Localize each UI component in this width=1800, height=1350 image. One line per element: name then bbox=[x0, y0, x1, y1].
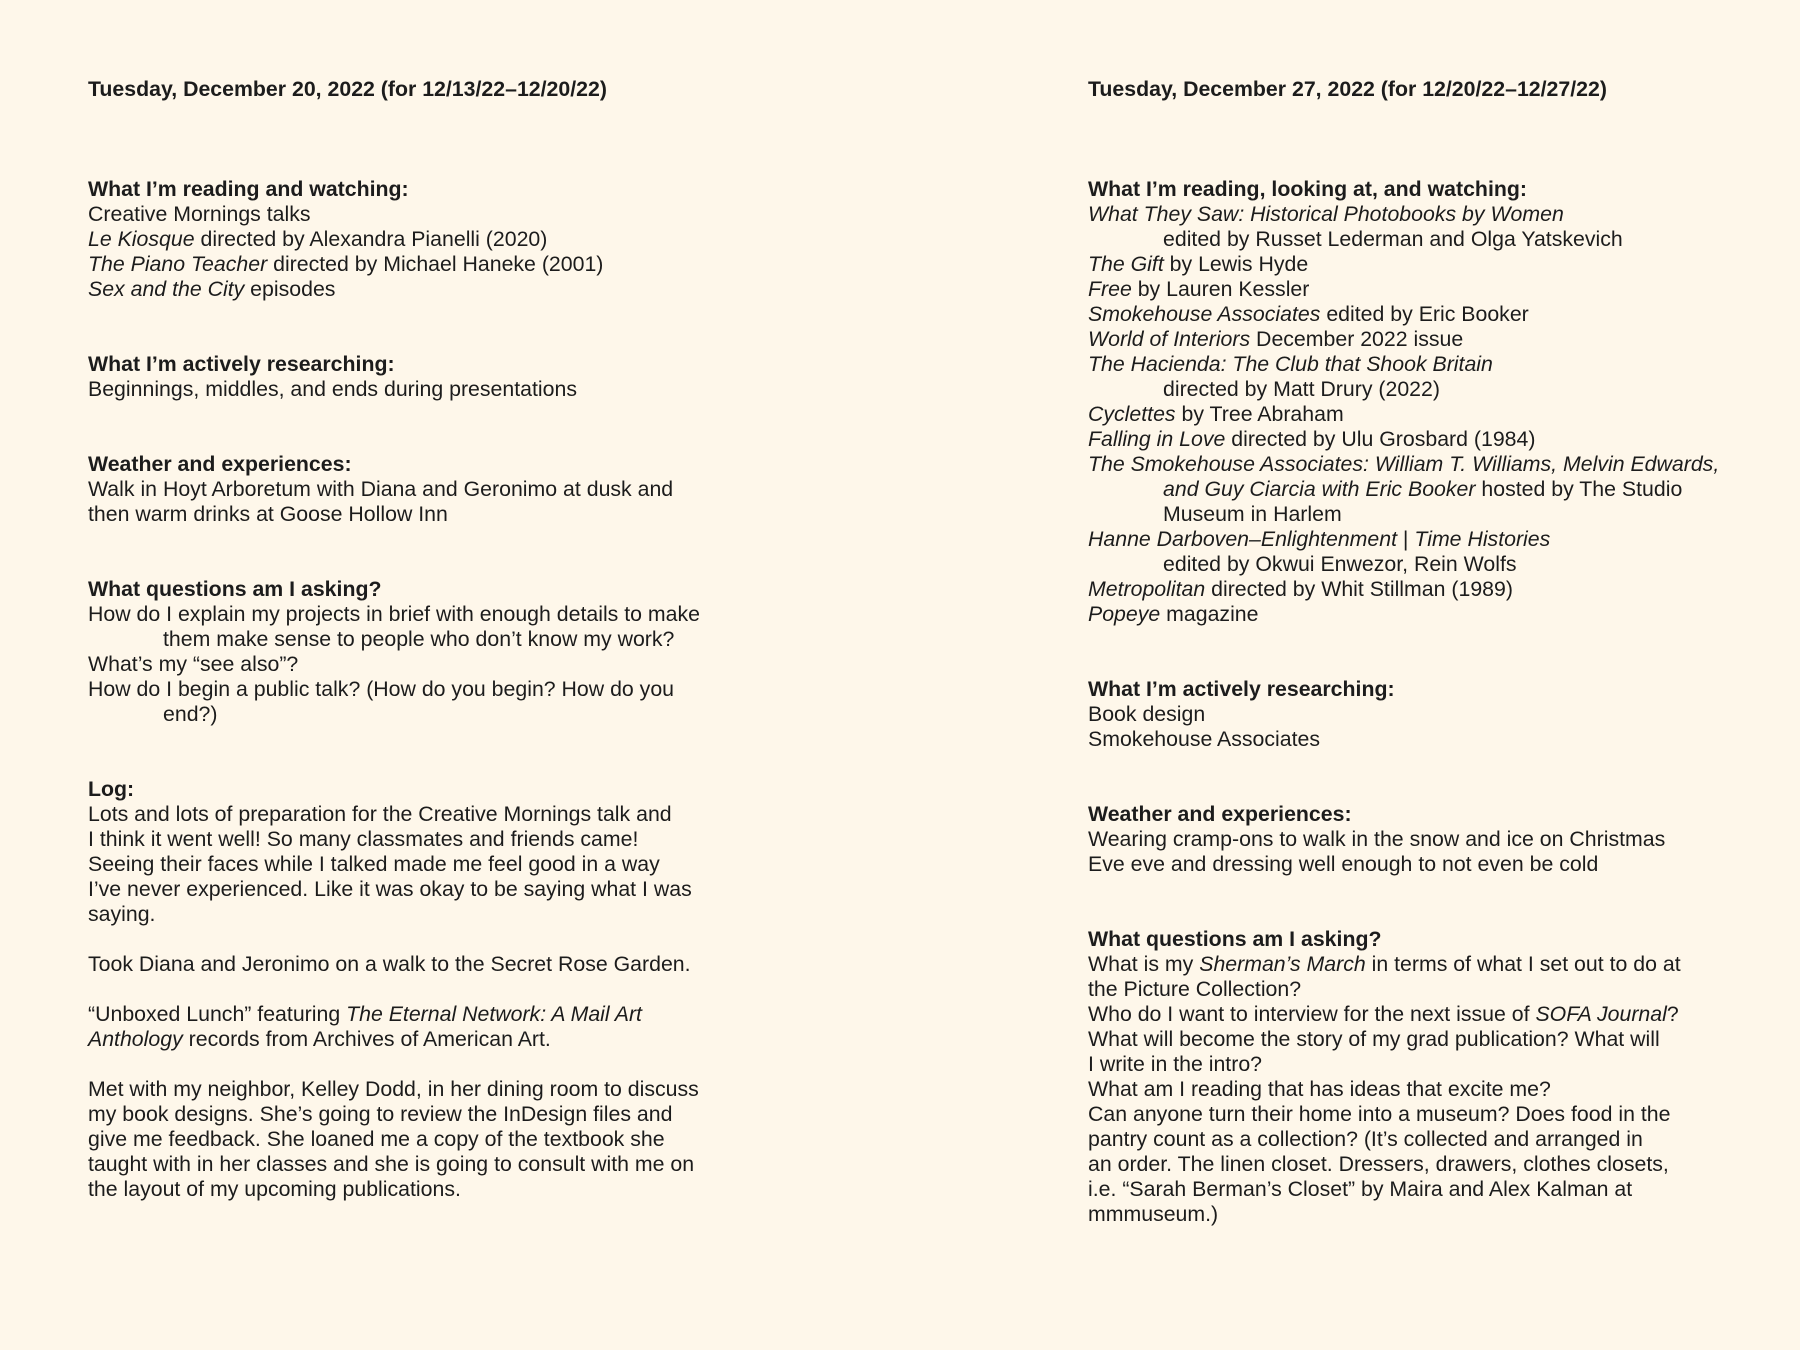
text-segment: How do I explain my projects in brief with enough details to make bbox=[88, 602, 701, 626]
text-line bbox=[1088, 1177, 1778, 1202]
section-heading: Weather and experiences: bbox=[88, 452, 352, 476]
section-heading: What I’m reading, looking at, and watching: bbox=[1088, 177, 1527, 201]
text-line bbox=[1088, 402, 1778, 427]
text-line bbox=[1088, 452, 1778, 477]
text-line bbox=[88, 252, 778, 277]
journal-section bbox=[1088, 177, 1778, 627]
text-line bbox=[1088, 252, 1778, 277]
journal-section bbox=[1088, 677, 1778, 752]
section-heading: What questions am I asking? bbox=[1088, 927, 1382, 951]
text-segment: by Tree Abraham bbox=[1175, 402, 1344, 426]
text-segment: What is my bbox=[1088, 952, 1200, 976]
section-heading: What questions am I asking? bbox=[88, 577, 382, 601]
text-line bbox=[88, 877, 778, 902]
text-segment: pantry count as a collection? (It’s collected and arranged in bbox=[1088, 1127, 1643, 1151]
text-segment: What’s my “see also”? bbox=[88, 652, 299, 676]
text-segment: Wearing cramp-ons to walk in the snow and ice on Christmas bbox=[1088, 827, 1666, 851]
log-paragraph bbox=[88, 1077, 778, 1202]
text-line bbox=[1088, 952, 1778, 977]
title-italic: Sex and the City bbox=[88, 277, 245, 301]
text-segment: Met with my neighbor, Kelley Dodd, in her dining room to discuss bbox=[88, 1077, 699, 1101]
text-line bbox=[1088, 977, 1778, 1002]
text-segment: edited by Okwui Enwezor, Rein Wolfs bbox=[1163, 552, 1517, 576]
log-paragraph bbox=[88, 802, 778, 927]
text-line bbox=[1088, 602, 1778, 627]
text-segment: i.e. “Sarah Berman’s Closet” by Maira and Alex Kalman at bbox=[1088, 1177, 1633, 1201]
text-segment: end?) bbox=[163, 702, 218, 726]
log-heading: Log: bbox=[88, 777, 135, 801]
text-line bbox=[1088, 227, 1778, 252]
text-line bbox=[88, 1152, 778, 1177]
text-line bbox=[88, 277, 778, 302]
title-italic: Hanne Darboven–Enlightenment bbox=[1088, 527, 1398, 551]
text-line bbox=[88, 627, 778, 652]
text-line bbox=[88, 1177, 778, 1202]
text-line bbox=[1088, 1002, 1778, 1027]
title-italic: Free bbox=[1088, 277, 1132, 301]
text-line bbox=[1088, 702, 1778, 727]
text-line bbox=[1088, 502, 1778, 527]
text-segment: directed by Michael Haneke (2001) bbox=[267, 252, 604, 276]
text-line bbox=[88, 227, 778, 252]
text-segment: then warm drinks at Goose Hollow Inn bbox=[88, 502, 448, 526]
text-line bbox=[88, 902, 778, 927]
right-sections bbox=[1088, 177, 1778, 1227]
right-page bbox=[1088, 77, 1778, 1277]
text-line bbox=[88, 827, 778, 852]
text-line bbox=[88, 377, 778, 402]
text-line bbox=[1088, 1152, 1778, 1177]
text-line bbox=[1088, 552, 1778, 577]
title-italic: Cyclettes bbox=[1088, 402, 1176, 426]
text-segment: Took Diana and Jeronimo on a walk to the Secret Rose Garden. bbox=[88, 952, 691, 976]
title-italic: What They Saw: Historical Photobooks by Women bbox=[1088, 202, 1564, 226]
text-line bbox=[1088, 327, 1778, 352]
text-segment: by Lewis Hyde bbox=[1163, 252, 1309, 276]
text-segment: Walk in Hoyt Arboretum with Diana and Geronimo at dusk and bbox=[88, 477, 674, 501]
section-heading: What I’m actively researching: bbox=[1088, 677, 1395, 701]
text-segment: mmmuseum.) bbox=[1088, 1202, 1219, 1226]
text-line bbox=[1088, 377, 1778, 402]
text-segment: Book design bbox=[1088, 702, 1206, 726]
journal-section bbox=[88, 177, 778, 302]
text-segment: records from Archives of American Art. bbox=[182, 1027, 551, 1051]
text-line bbox=[1088, 1077, 1778, 1102]
log-section bbox=[88, 777, 778, 1202]
text-segment: taught with in her classes and she is going to consult with me on bbox=[88, 1152, 695, 1176]
text-segment: I’ve never experienced. Like it was okay to be saying what I was bbox=[88, 877, 692, 901]
text-segment: Eve eve and dressing well enough to not even be cold bbox=[1088, 852, 1599, 876]
text-line bbox=[88, 802, 778, 827]
text-segment: Smokehouse Associates bbox=[1088, 727, 1321, 751]
title-italic: Sherman’s March bbox=[1199, 952, 1366, 976]
text-segment: How do I begin a public talk? (How do you begin? How do you bbox=[88, 677, 675, 701]
text-segment: Beginnings, middles, and ends during presentations bbox=[88, 377, 577, 401]
text-line bbox=[1088, 827, 1778, 852]
log-paragraph bbox=[88, 1002, 778, 1052]
text-segment: December 2022 issue bbox=[1250, 327, 1464, 351]
text-segment: edited by Eric Booker bbox=[1320, 302, 1529, 326]
text-line bbox=[1088, 577, 1778, 602]
text-line bbox=[1088, 527, 1778, 552]
text-line bbox=[88, 652, 778, 677]
section-heading: What I’m actively researching: bbox=[88, 352, 395, 376]
text-segment: in terms of what I set out to do at bbox=[1365, 952, 1681, 976]
text-segment: edited by Russet Lederman and Olga Yatskevich bbox=[1163, 227, 1623, 251]
text-line bbox=[88, 202, 778, 227]
text-segment: saying. bbox=[88, 902, 156, 926]
text-line bbox=[88, 1102, 778, 1127]
text-segment: I write in the intro? bbox=[1088, 1052, 1263, 1076]
text-line bbox=[1088, 202, 1778, 227]
journal-section bbox=[1088, 927, 1778, 1227]
journal-section bbox=[88, 352, 778, 402]
title-italic: Falling in Love bbox=[1088, 427, 1226, 451]
title-italic: Time Histories bbox=[1414, 527, 1551, 551]
title-italic: Metropolitan bbox=[1088, 577, 1206, 601]
text-segment: magazine bbox=[1160, 602, 1259, 626]
title-italic: and Guy Ciarcia with Eric Booker bbox=[1163, 477, 1476, 501]
log-paragraph bbox=[88, 952, 778, 977]
text-segment: Can anyone turn their home into a museum? Does food in the bbox=[1088, 1102, 1671, 1126]
title-italic: SOFA Journal bbox=[1535, 1002, 1667, 1026]
text-segment: I think it went well! So many classmates and friends came! bbox=[88, 827, 639, 851]
title-italic: The Piano Teacher bbox=[88, 252, 268, 276]
text-line bbox=[88, 1027, 778, 1052]
text-segment: my book designs. She’s going to review the InDesign files and bbox=[88, 1102, 673, 1126]
text-line bbox=[1088, 477, 1778, 502]
title-italic: The Smokehouse Associates: William T. Williams, Melvin Edwards, bbox=[1088, 452, 1720, 476]
text-segment: the Picture Collection? bbox=[1088, 977, 1302, 1001]
text-segment: hosted by The Studio bbox=[1475, 477, 1683, 501]
text-segment: directed by Matt Drury (2022) bbox=[1163, 377, 1440, 401]
text-line bbox=[1088, 427, 1778, 452]
text-segment: “Unboxed Lunch” featuring bbox=[88, 1002, 347, 1026]
text-segment: directed by Whit Stillman (1989) bbox=[1205, 577, 1513, 601]
text-segment: by Lauren Kessler bbox=[1131, 277, 1310, 301]
left-page bbox=[88, 77, 778, 1252]
text-line bbox=[1088, 1027, 1778, 1052]
title-italic: Popeye bbox=[1088, 602, 1161, 626]
text-line bbox=[1088, 1102, 1778, 1127]
journal-section bbox=[1088, 802, 1778, 877]
text-line bbox=[88, 702, 778, 727]
text-line bbox=[88, 1002, 778, 1027]
text-line bbox=[88, 852, 778, 877]
journal-section bbox=[88, 452, 778, 527]
text-segment: episodes bbox=[244, 277, 336, 301]
text-line bbox=[88, 1077, 778, 1102]
text-segment: Creative Mornings talks bbox=[88, 202, 311, 226]
entry-date: Tuesday, December 27, 2022 (for 12/20/22–12/27/22) bbox=[1088, 77, 1607, 101]
title-italic: Smokehouse Associates bbox=[1088, 302, 1321, 326]
text-line bbox=[1088, 302, 1778, 327]
text-segment: What am I reading that has ideas that excite me? bbox=[1088, 1077, 1551, 1101]
section-heading: What I’m reading and watching: bbox=[88, 177, 409, 201]
entry-date: Tuesday, December 20, 2022 (for 12/13/22–12/20/22) bbox=[88, 77, 607, 101]
text-line bbox=[88, 1127, 778, 1152]
text-line bbox=[88, 502, 778, 527]
title-italic: Le Kiosque bbox=[88, 227, 195, 251]
text-segment: ? bbox=[1666, 1002, 1679, 1026]
text-line bbox=[88, 602, 778, 627]
text-segment: give me feedback. She loaned me a copy of the textbook she bbox=[88, 1127, 665, 1151]
text-segment: Who do I want to interview for the next issue of bbox=[1088, 1002, 1536, 1026]
text-line bbox=[1088, 352, 1778, 377]
text-segment: an order. The linen closet. Dressers, drawers, clothes closets, bbox=[1088, 1152, 1669, 1176]
text-segment: | bbox=[1397, 527, 1415, 551]
text-line bbox=[1088, 852, 1778, 877]
text-line bbox=[1088, 1052, 1778, 1077]
log-body bbox=[88, 802, 778, 1202]
text-segment: Lots and lots of preparation for the Creative Mornings talk and bbox=[88, 802, 672, 826]
text-segment: directed by Ulu Grosbard (1984) bbox=[1225, 427, 1536, 451]
left-sections bbox=[88, 177, 778, 727]
journal-section bbox=[88, 577, 778, 727]
text-segment: Seeing their faces while I talked made me feel good in a way bbox=[88, 852, 660, 876]
text-line bbox=[88, 677, 778, 702]
title-italic: World of Interiors bbox=[1088, 327, 1251, 351]
text-line bbox=[1088, 1127, 1778, 1152]
text-line bbox=[1088, 1202, 1778, 1227]
title-italic: The Hacienda: The Club that Shook Britain bbox=[1088, 352, 1493, 376]
text-line bbox=[1088, 727, 1778, 752]
text-segment: them make sense to people who don’t know my work? bbox=[163, 627, 675, 651]
text-segment: the layout of my upcoming publications. bbox=[88, 1177, 461, 1201]
section-heading: Weather and experiences: bbox=[1088, 802, 1352, 826]
text-line bbox=[1088, 277, 1778, 302]
title-italic: The Eternal Network: A Mail Art bbox=[346, 1002, 642, 1026]
text-line bbox=[88, 952, 778, 977]
title-italic: Anthology bbox=[88, 1027, 183, 1051]
text-segment: directed by Alexandra Pianelli (2020) bbox=[194, 227, 548, 251]
text-line bbox=[88, 477, 778, 502]
text-segment: Museum in Harlem bbox=[1163, 502, 1342, 526]
title-italic: The Gift bbox=[1088, 252, 1164, 276]
text-segment: What will become the story of my grad publication? What will bbox=[1088, 1027, 1660, 1051]
